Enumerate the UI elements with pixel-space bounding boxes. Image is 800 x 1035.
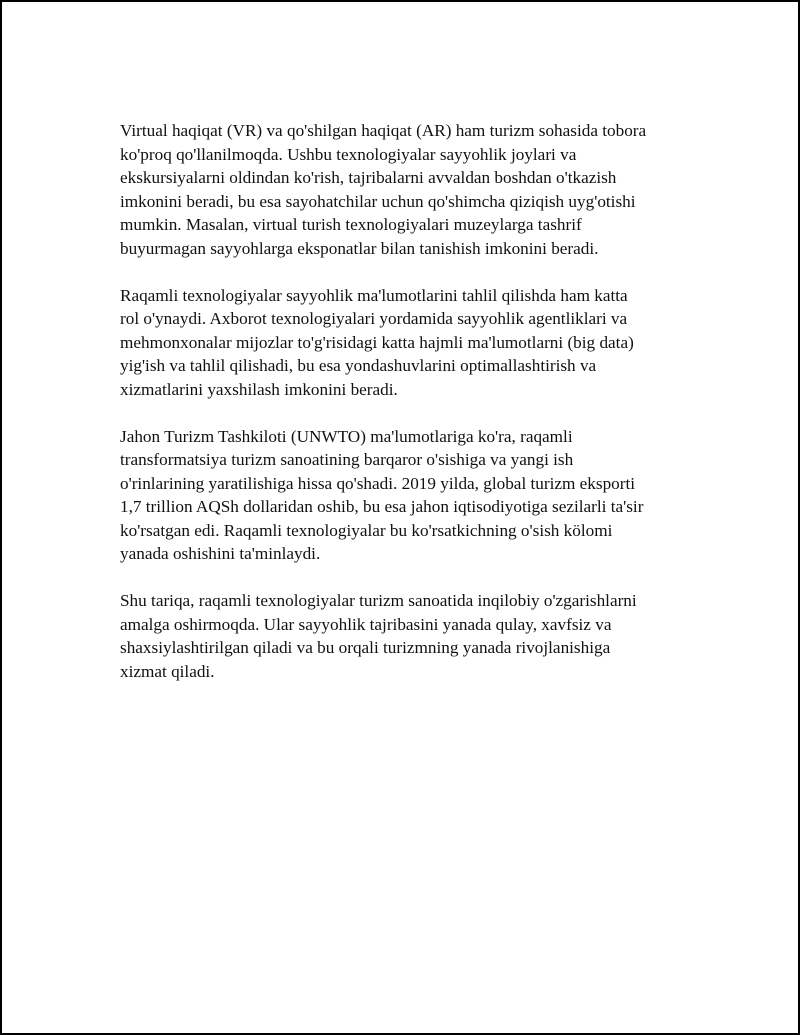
paragraph-data-analysis: Raqamli texnologiyalar sayyohlik ma'lumotlarini tahlil qilishda ham katta rol o'ynaydi. Axborot texnologiyalari yordamida sayyohlik agentliklari va mehmonxonalar mijozlar to'g'risidagi katta hajmli ma'lumotlarni (big data) yig'ish va tahlil qilishadi, bu esa yondashuvlarini optimallashtirish va xizmatlarini yaxshilash imkonini beradi. [120, 285, 634, 399]
document-body [120, 119, 700, 707]
paragraph-unwto: Jahon Turizm Tashkiloti (UNWTO) ma'lumotlariga ko'ra, raqamli transformatsiya turizm sanoatining barqaror o'sishiga va yangi ish o'rinlarining yaratilishiga hissa qo'shadi. 2019 yilda, global turizm eksporti 1,7 trillion AQSh dollaridan oshib, bu esa jahon iqtisodiyotiga sezilarli ta'sir ko'rsatgan edi. Raqamli texnologiyalar bu ko'rsatkichning o'sish kölomi yanada oshishini ta'minlaydi. [120, 426, 644, 563]
paragraph-conclusion: Shu tariqa, raqamli texnologiyalar turizm sanoatida inqilobiy o'zgarishlarni amalga oshirmoqda. Ular sayyohlik tajribasini yanada qulay, xavfsiz va shaxsiylashtirilgan qiladi va bu orqali turizmning yanada rivojlanishiga xizmat qiladi. [120, 591, 637, 681]
paragraph-vr-ar: Virtual haqiqat (VR) va qo'shilgan haqiqat (AR) ham turizm sohasida tobora ko'proq qo'llanilmoqda. Ushbu texnologiyalar sayyohlik joylari va ekskursiyalarni oldindan ko'rish, tajribalarni avvaldan boshdan o'tkazish imkonini beradi, bu esa sayohatchilar uchun qo'shimcha qiziqish uyg'otishi mumkin. Masalan, virtual turish texnologiyalari muzeylarga tashrif buyurmagan sayyohlarga eksponatlar bilan tanishish imkonini beradi. [120, 121, 647, 258]
